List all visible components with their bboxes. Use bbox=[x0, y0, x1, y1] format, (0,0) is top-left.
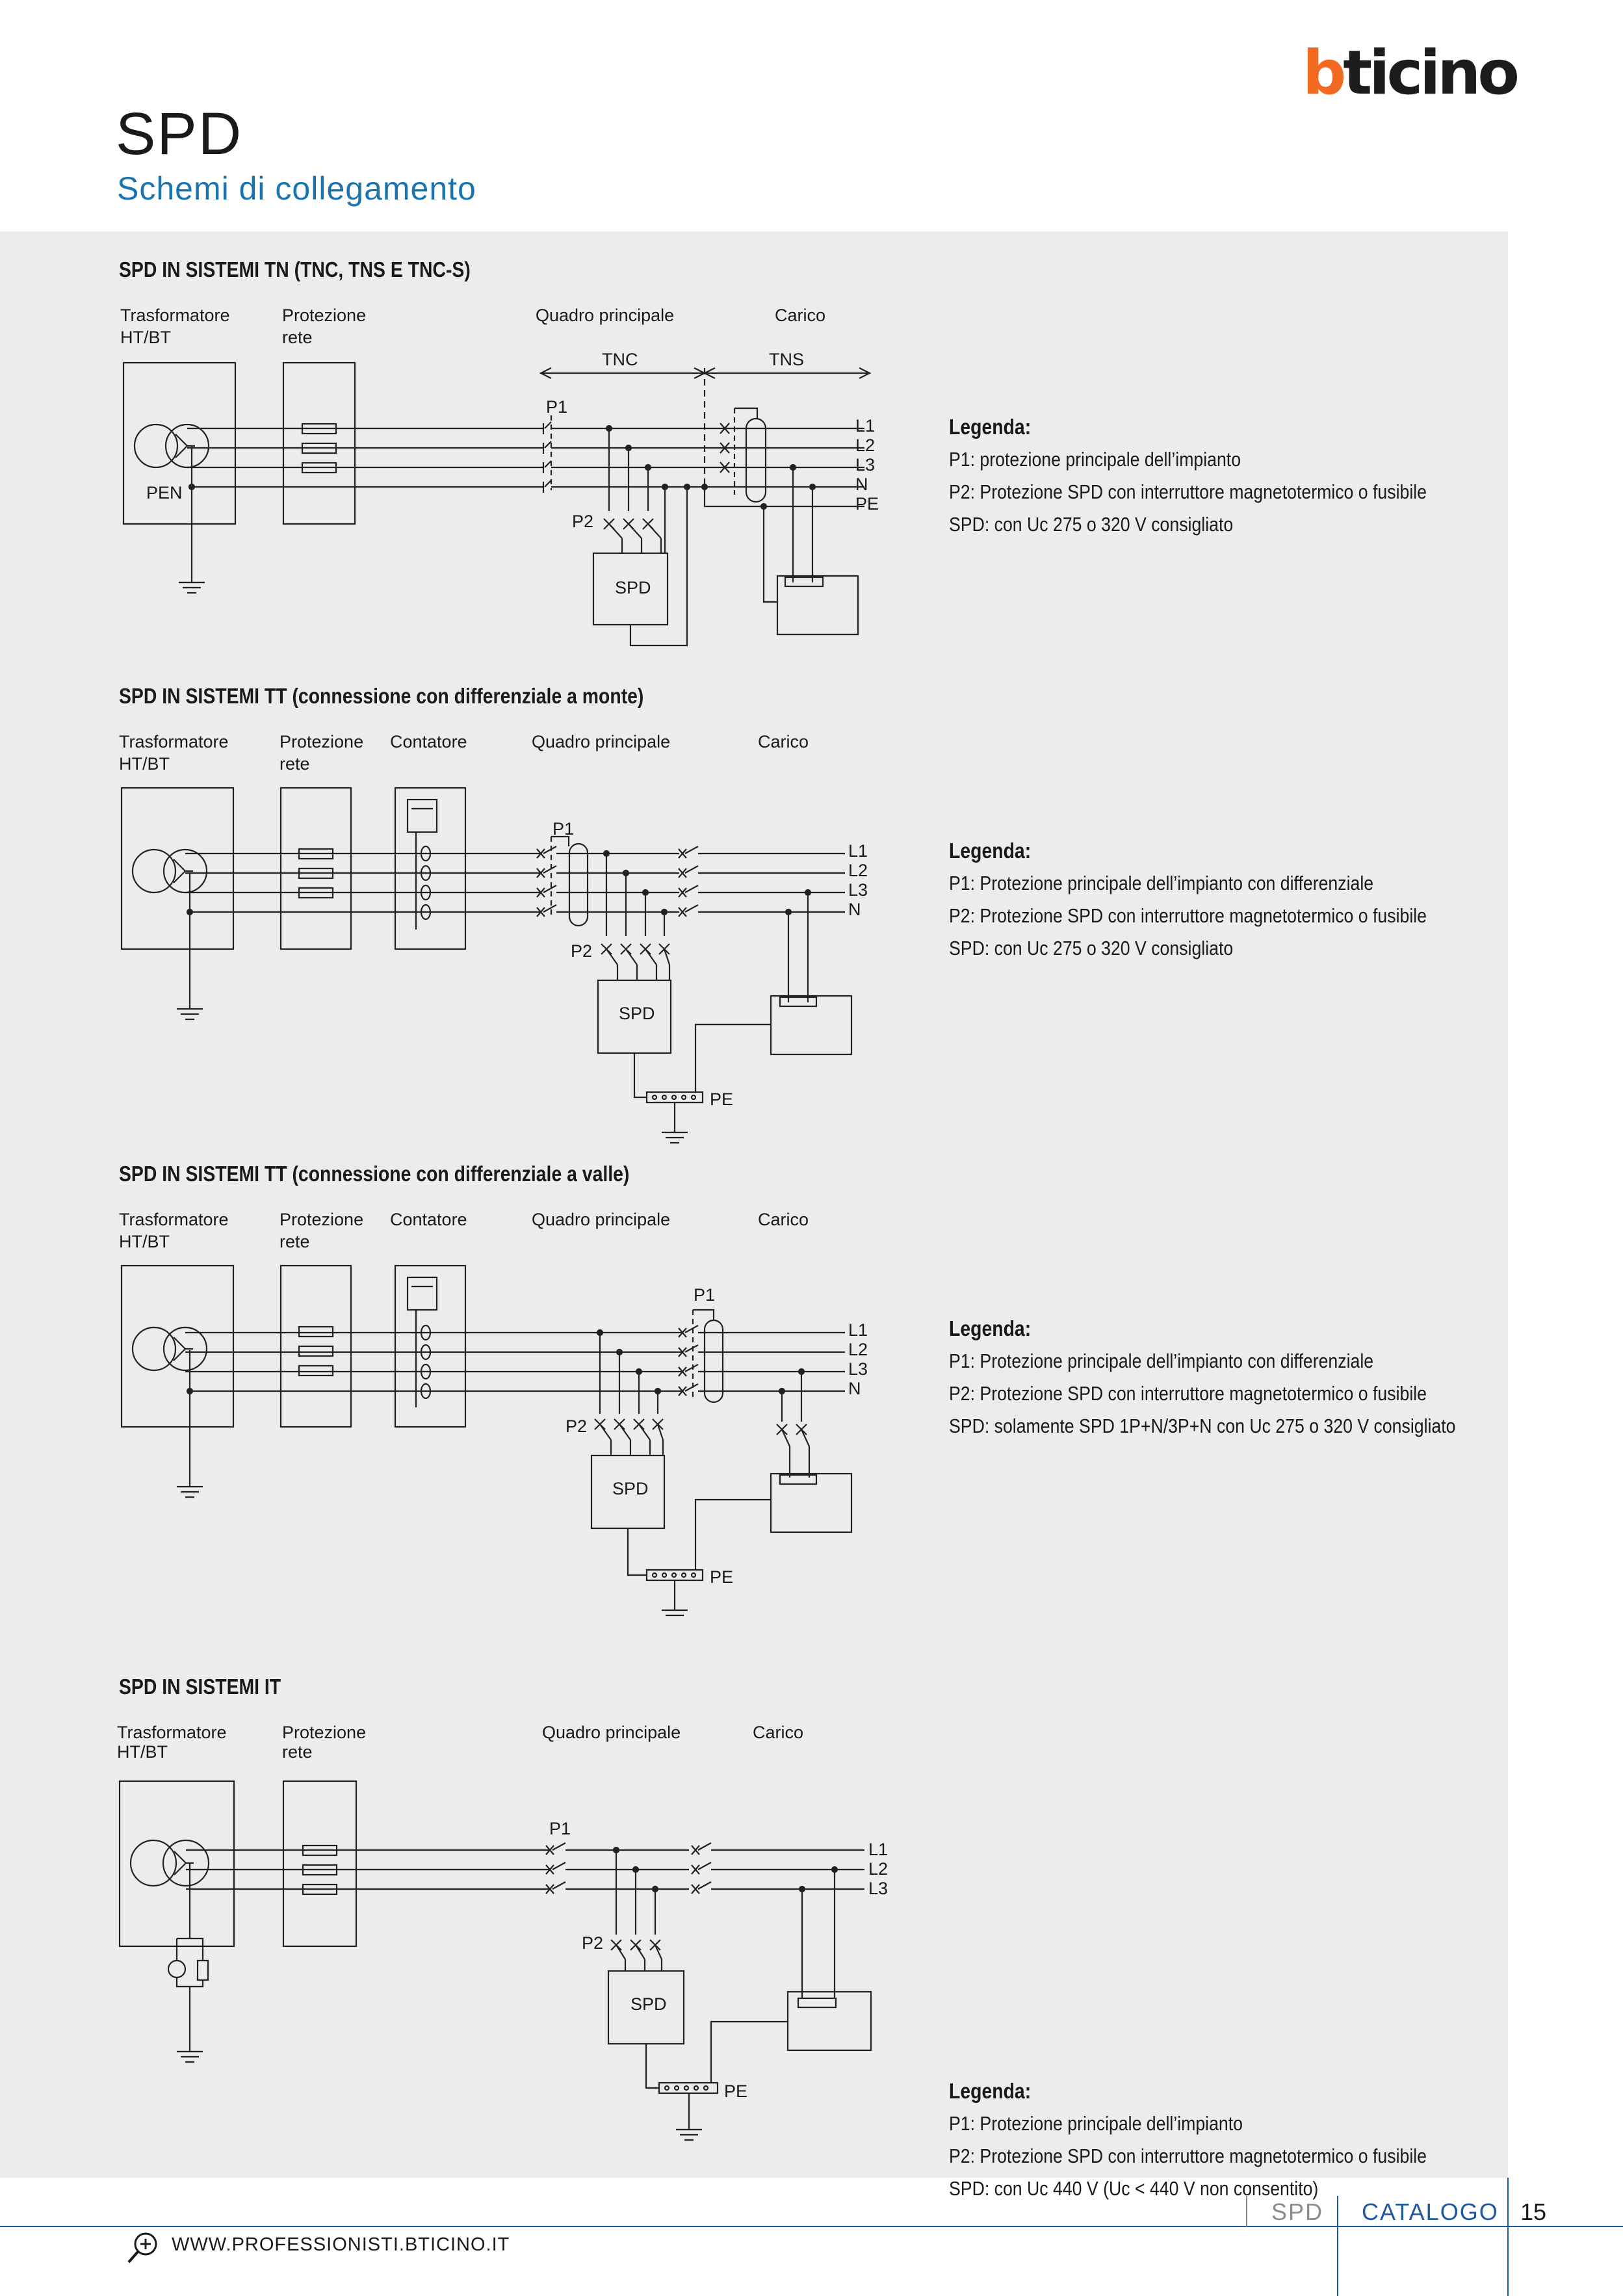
label-l2: L2 bbox=[855, 436, 876, 455]
label-n: N bbox=[848, 1379, 861, 1398]
legend-item: P2: Protezione SPD con interruttore magnetotermico o fusibile bbox=[949, 904, 1427, 927]
legend-item: P2: Protezione SPD con interruttore magnetotermico o fusibile bbox=[949, 1382, 1427, 1405]
legend-item: SPD: con Uc 275 o 320 V consigliato bbox=[949, 937, 1234, 959]
page-subtitle: Schemi di collegamento bbox=[117, 170, 476, 207]
label-p2: P2 bbox=[582, 1933, 604, 1953]
label-pe: PE bbox=[710, 1567, 734, 1587]
legend-item: P1: Protezione principale dell’impianto bbox=[949, 2112, 1243, 2135]
label-l3: L3 bbox=[848, 880, 868, 900]
label-contatore: Contatore bbox=[390, 1210, 467, 1229]
legend-item: SPD: con Uc 440 V (Uc < 440 V non consentito) bbox=[949, 2177, 1319, 2200]
label-htbt: HT/BT bbox=[119, 754, 170, 774]
impedance-icon bbox=[168, 1961, 185, 1977]
legend-tn bbox=[949, 411, 1427, 541]
label-l1: L1 bbox=[868, 1840, 889, 1859]
label-trasformatore: Trasformatore bbox=[119, 732, 229, 751]
meter-icon bbox=[408, 1277, 437, 1310]
page-title: SPD bbox=[116, 101, 243, 167]
label-quadro: Quadro principale bbox=[532, 732, 671, 751]
protection-box bbox=[283, 1781, 356, 1946]
label-pen: PEN bbox=[146, 483, 183, 502]
label-carico: Carico bbox=[758, 732, 809, 751]
transformer-box bbox=[122, 1266, 233, 1427]
label-carico: Carico bbox=[753, 1723, 804, 1742]
label-p1: P1 bbox=[546, 397, 568, 417]
label-spd: SPD bbox=[615, 578, 651, 597]
label-htbt: HT/BT bbox=[117, 1742, 168, 1762]
label-tnc: TNC bbox=[602, 350, 638, 369]
it-wiring-diagram bbox=[0, 1649, 910, 2169]
legend-heading: Legenda: bbox=[949, 2079, 1032, 2103]
label-rete: rete bbox=[279, 754, 310, 774]
section-title: SPD IN SISTEMI TT (connessione con differenziale a valle) bbox=[119, 1162, 630, 1186]
label-l3: L3 bbox=[868, 1879, 889, 1898]
label-p2: P2 bbox=[565, 1416, 588, 1436]
footer-section-label: SPD bbox=[1271, 2198, 1324, 2225]
load-box bbox=[788, 1992, 871, 2050]
legend-item: SPD: solamente SPD 1P+N/3P+N con Uc 275 o 320 V consigliato bbox=[949, 1415, 1456, 1437]
section-title: SPD IN SISTEMI IT bbox=[119, 1675, 281, 1699]
label-protezione: Protezione bbox=[279, 732, 364, 751]
label-rete: rete bbox=[282, 1742, 313, 1762]
label-spd: SPD bbox=[630, 1994, 667, 2014]
label-l1: L1 bbox=[855, 416, 876, 436]
label-trasformatore: Trasformatore bbox=[117, 1723, 227, 1742]
section-tn bbox=[0, 231, 1508, 673]
page-number: 15 bbox=[1520, 2198, 1547, 2225]
label-htbt: HT/BT bbox=[119, 1232, 170, 1251]
meter-box bbox=[395, 1266, 465, 1427]
label-l2: L2 bbox=[868, 1859, 889, 1879]
label-protezione: Protezione bbox=[279, 1210, 364, 1229]
label-rete: rete bbox=[279, 1232, 310, 1251]
label-pe: PE bbox=[724, 2081, 748, 2101]
label-trasformatore: Trasformatore bbox=[120, 306, 230, 325]
fuse-icon bbox=[299, 1327, 333, 1337]
meter-icon bbox=[408, 800, 437, 832]
legend-item: P1: protezione principale dell’impianto bbox=[949, 448, 1241, 471]
section-title: SPD IN SISTEMI TN (TNC, TNS E TNC-S) bbox=[119, 257, 471, 281]
label-pe: PE bbox=[710, 1089, 734, 1109]
label-l1: L1 bbox=[848, 1320, 868, 1340]
label-spd: SPD bbox=[619, 1004, 655, 1023]
legend-tt-valle bbox=[949, 1312, 1455, 1442]
differential-icon bbox=[569, 844, 588, 926]
label-quadro: Quadro principale bbox=[536, 306, 675, 325]
section-tt-monte bbox=[0, 658, 1508, 1152]
label-n: N bbox=[848, 900, 861, 919]
magnifier-icon bbox=[126, 2230, 162, 2266]
tt-valle-wiring-diagram bbox=[0, 1136, 910, 1617]
legend-item: P1: Protezione principale dell’impianto con differenziale bbox=[949, 872, 1374, 894]
label-contatore: Contatore bbox=[390, 732, 467, 751]
pe-bar bbox=[647, 1570, 703, 1580]
section-it bbox=[0, 1649, 1508, 2200]
label-trasformatore: Trasformatore bbox=[119, 1210, 229, 1229]
label-spd: SPD bbox=[612, 1479, 649, 1498]
label-carico: Carico bbox=[758, 1210, 809, 1229]
footer-catalog-label: CATALOGO bbox=[1362, 2198, 1499, 2225]
legend-tt-monte bbox=[949, 835, 1427, 965]
label-protezione: Protezione bbox=[282, 1723, 367, 1742]
label-l1: L1 bbox=[848, 841, 868, 861]
load-box bbox=[771, 1474, 851, 1532]
label-tns: TNS bbox=[769, 350, 804, 369]
label-l3: L3 bbox=[855, 455, 876, 475]
legend-heading: Legenda: bbox=[949, 1316, 1032, 1340]
label-quadro: Quadro principale bbox=[542, 1723, 681, 1742]
label-n: N bbox=[855, 475, 868, 494]
section-tt-valle bbox=[0, 1136, 1508, 1617]
label-quadro: Quadro principale bbox=[532, 1210, 671, 1229]
label-p1: P1 bbox=[694, 1285, 716, 1305]
legend-item: P1: Protezione principale dell’impianto con differenziale bbox=[949, 1350, 1374, 1372]
label-p2: P2 bbox=[571, 941, 593, 961]
tn-wiring-diagram bbox=[0, 231, 910, 673]
differential-icon bbox=[746, 419, 766, 502]
diagrams-panel bbox=[0, 231, 1508, 2200]
legend-heading: Legenda: bbox=[949, 415, 1032, 439]
load-box bbox=[771, 996, 851, 1054]
label-l2: L2 bbox=[848, 1340, 868, 1359]
label-pe: PE bbox=[855, 494, 879, 514]
label-l3: L3 bbox=[848, 1359, 868, 1379]
label-l2: L2 bbox=[848, 861, 868, 880]
section-title: SPD IN SISTEMI TT (connessione con differenziale a monte) bbox=[119, 684, 644, 708]
tt-monte-wiring-diagram bbox=[0, 658, 910, 1152]
legend-item: SPD: con Uc 275 o 320 V consigliato bbox=[949, 513, 1234, 536]
bticino-logo: bticino bbox=[1303, 38, 1516, 109]
label-p1: P1 bbox=[552, 819, 575, 839]
label-htbt: HT/BT bbox=[120, 328, 171, 347]
pe-bar bbox=[647, 1092, 703, 1102]
legend-item: P2: Protezione SPD con interruttore magnetotermico o fusibile bbox=[949, 480, 1427, 503]
load-box bbox=[777, 576, 858, 634]
meter-box bbox=[395, 788, 465, 949]
label-p2: P2 bbox=[572, 512, 594, 531]
transformer-box bbox=[122, 788, 233, 949]
legend-heading: Legenda: bbox=[949, 839, 1032, 863]
label-rete: rete bbox=[282, 328, 313, 347]
label-carico: Carico bbox=[775, 306, 826, 325]
website-link[interactable]: WWW.PROFESSIONISTI.BTICINO.IT bbox=[172, 2234, 510, 2255]
label-protezione: Protezione bbox=[282, 306, 367, 325]
legend-item: P2: Protezione SPD con interruttore magnetotermico o fusibile bbox=[949, 2145, 1427, 2167]
label-p1: P1 bbox=[549, 1819, 571, 1838]
